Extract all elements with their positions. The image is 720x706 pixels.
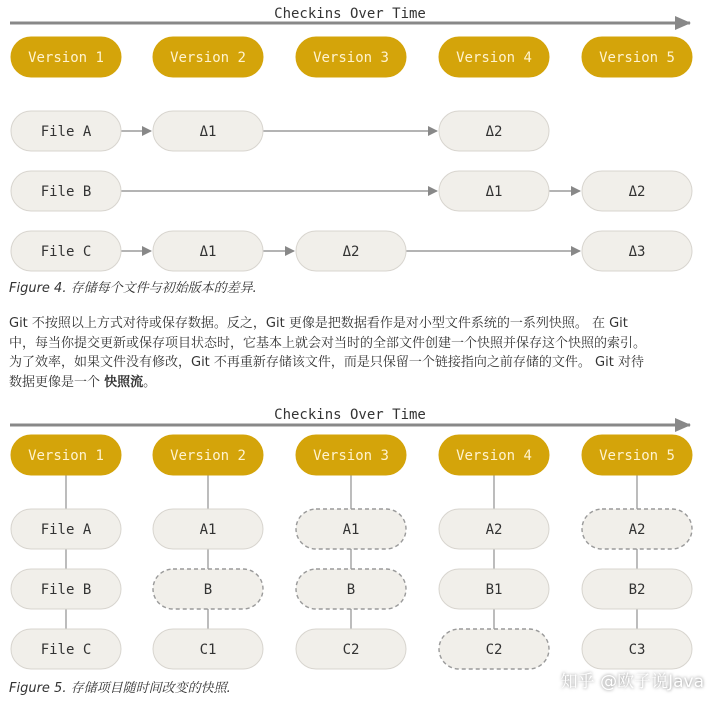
version-badge — [296, 37, 406, 77]
delta-node — [153, 231, 263, 271]
version-badge — [439, 37, 549, 77]
snapshot-link-node — [439, 629, 549, 669]
snapshot-node — [11, 569, 121, 609]
delta-node — [582, 231, 692, 271]
version-badge — [582, 37, 692, 77]
snapshot-node — [11, 629, 121, 669]
delta-node-label: Δ2 — [628, 184, 646, 200]
delta-node-label: Δ2 — [485, 124, 503, 140]
snapshot-node — [153, 509, 263, 549]
version-badge-label: Version 2 — [170, 448, 246, 464]
snapshot-node-label: C3 — [628, 642, 646, 658]
snapshot-node-label: B2 — [628, 582, 646, 598]
version-badge-label: Version 5 — [599, 448, 675, 464]
snapshot-link-node-label: A1 — [342, 522, 360, 538]
version-badge — [296, 435, 406, 475]
snapshot-link-node — [153, 569, 263, 609]
snapshot-node-label: A1 — [199, 522, 217, 538]
body-paragraph — [9, 314, 709, 392]
version-badge — [582, 435, 692, 475]
figure-5 — [10, 407, 692, 669]
delta-node-label: Δ3 — [628, 244, 646, 260]
version-badge-label: Version 1 — [28, 50, 104, 66]
delta-node — [296, 231, 406, 271]
snapshot-node-label: File A — [40, 522, 92, 538]
version-badge-label: Version 2 — [170, 50, 246, 66]
delta-node-label: Δ1 — [199, 244, 217, 260]
file-node — [11, 111, 121, 151]
snapshot-node — [153, 629, 263, 669]
snapshot-link-node — [296, 509, 406, 549]
snapshot-node-label: File C — [40, 642, 92, 658]
snapshot-link-node-label: B — [346, 582, 356, 598]
version-badge-label: Version 1 — [28, 448, 104, 464]
version-badge — [11, 435, 121, 475]
snapshot-node — [582, 629, 692, 669]
figure-4 — [10, 6, 692, 271]
paragraph-line — [9, 373, 709, 393]
file-node — [11, 231, 121, 271]
snapshot-node-label: B1 — [485, 582, 503, 598]
snapshot-node — [296, 629, 406, 669]
file-node-label: File C — [40, 244, 92, 260]
delta-node — [153, 111, 263, 151]
snapshot-node-label: C1 — [199, 642, 217, 658]
figure-4-caption: Figure 4. 存储每个文件与初始版本的差异. — [9, 281, 257, 296]
figure-5-caption: Figure 5. 存储项目随时间改变的快照. — [9, 681, 231, 696]
snapshot-node — [439, 509, 549, 549]
version-badge — [153, 435, 263, 475]
snapshot-node-label: C2 — [342, 642, 360, 658]
file-node — [11, 171, 121, 211]
version-badge-label: Version 5 — [599, 50, 675, 66]
paragraph-bold-term: 快照流 — [104, 374, 144, 390]
snapshot-node — [582, 569, 692, 609]
version-badge — [11, 37, 121, 77]
paragraph-text: 。 — [143, 374, 157, 390]
snapshot-node — [11, 509, 121, 549]
file-node-label: File A — [40, 124, 92, 140]
delta-node — [439, 171, 549, 211]
figure-4-title: Checkins Over Time — [274, 6, 426, 22]
version-badge — [153, 37, 263, 77]
snapshot-node — [439, 569, 549, 609]
snapshot-links — [66, 455, 637, 649]
figure-5-title: Checkins Over Time — [274, 407, 426, 423]
delta-node-label: Δ1 — [199, 124, 217, 140]
snapshot-node-label: A2 — [485, 522, 503, 538]
snapshot-link-node — [582, 509, 692, 549]
paragraph-line: 中，每当你提交更新或保存项目状态时，它基本上就会对当时的全部文件创建一个快照并保存这个快照的索引。 — [9, 335, 647, 351]
delta-node-label: Δ2 — [342, 244, 360, 260]
delta-node — [439, 111, 549, 151]
snapshot-link-node-label: A2 — [628, 522, 646, 538]
paragraph-line: Git 不按照以上方式对待或保存数据。反之，Git 更像是把数据看作是对小型文件系统的一系列快照。 在 Git — [9, 316, 628, 331]
watermark: 知乎 @欧子说Java — [560, 672, 704, 692]
delta-node — [582, 171, 692, 211]
version-row — [11, 435, 692, 475]
snapshot-node-label: File B — [40, 582, 92, 598]
snapshot-nodes — [11, 509, 692, 669]
version-badge-label: Version 4 — [456, 50, 532, 66]
version-badge-label: Version 3 — [313, 448, 389, 464]
paragraph-text: 数据更像是一个 — [9, 374, 105, 390]
snapshot-link-node — [296, 569, 406, 609]
delta-node-label: Δ1 — [485, 184, 503, 200]
version-badge-label: Version 3 — [313, 50, 389, 66]
version-badge — [439, 435, 549, 475]
paragraph-line: 为了效率，如果文件没有修改，Git 不再重新存储该文件，而是只保留一个链接指向之前存储的文件。 Git 对待 — [9, 355, 644, 370]
version-badge-label: Version 4 — [456, 448, 532, 464]
snapshot-link-node-label: C2 — [485, 642, 503, 658]
version-row — [11, 37, 692, 77]
file-node-label: File B — [40, 184, 92, 200]
snapshot-link-node-label: B — [203, 582, 213, 598]
